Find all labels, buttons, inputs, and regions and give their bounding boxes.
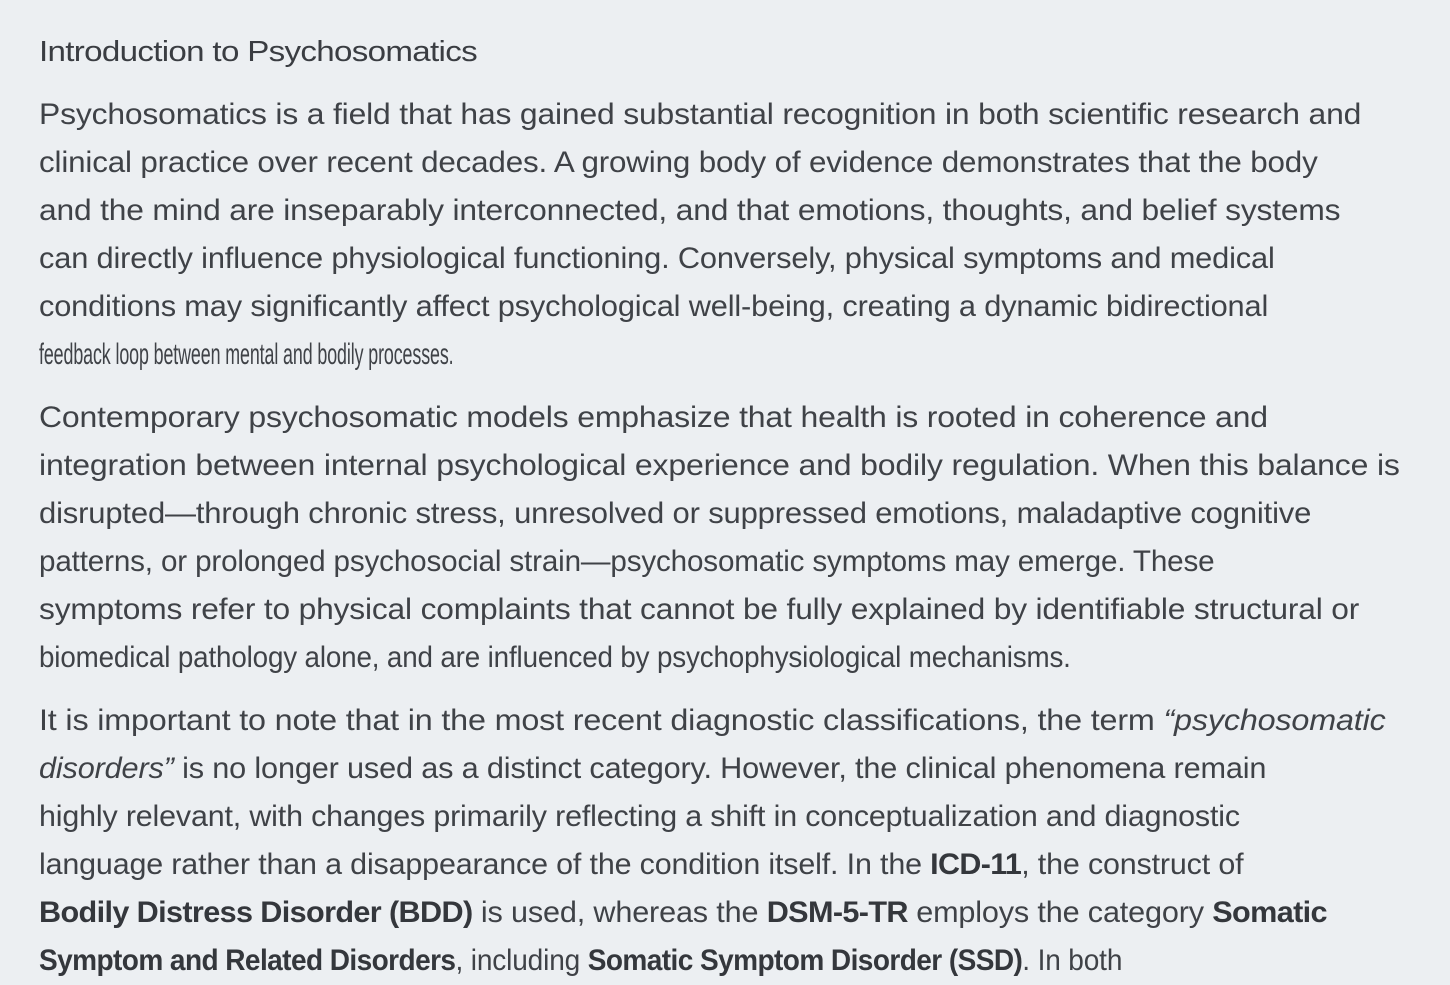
text-run: patterns, or prolonged psychosocial strain—psychosomatic symptoms may emerge. These: [39, 545, 1215, 578]
text-run: It is important to note that in the most recent diagnostic classifications, the term: [39, 704, 1164, 737]
text-run: language rather than a disappearance of the condition itself. In the: [39, 848, 931, 881]
text-line: [39, 442, 1400, 490]
text-run: integration between internal psychological experience and bodily regulation. When this balance is: [39, 449, 1400, 482]
text-run: , the construct of: [1021, 848, 1244, 881]
text-run: and the mind are inseparably interconnected, and that emotions, thoughts, and belief systems: [39, 194, 1341, 227]
text-line: [39, 139, 1341, 187]
text-run: clinical practice over recent decades. A growing body of evidence demonstrates that the body: [39, 146, 1318, 179]
text-line: [39, 538, 1299, 586]
bold-term: ICD-11: [930, 848, 1022, 881]
text-run: , including: [455, 944, 588, 977]
text-line: [39, 187, 1357, 235]
text-run: disrupted—through chronic stress, unresolved or suppressed emotions, maladaptive cognitive: [39, 497, 1312, 530]
bold-term: Symptom and Related Disorders: [39, 944, 456, 977]
text-line: [39, 937, 1219, 985]
text-line: [39, 697, 1399, 745]
section-heading: Introduction to Psychosomatics: [39, 36, 477, 68]
bold-term: Somatic Symptom Disorder (SSD): [587, 944, 1023, 977]
text-line: [39, 331, 779, 379]
text-run: feedback loop between mental and bodily processes.: [39, 338, 454, 371]
bold-term: Bodily Distress Disorder (BDD): [39, 896, 473, 929]
text-line: [39, 283, 1316, 331]
paragraph-2: [39, 394, 1400, 682]
bold-term: Somatic: [1212, 896, 1327, 929]
text-line: [39, 793, 1319, 841]
italic-term: disorders”: [39, 752, 174, 785]
text-line: [39, 235, 1317, 283]
text-run: biomedical pathology alone, and are influenced by psychophysiological mechanisms.: [39, 641, 1071, 674]
text-line: [39, 394, 1399, 442]
text-run: can directly influence physiological functioning. Conversely, physical symptoms and medical: [39, 242, 1275, 275]
text-run: employs the category: [907, 896, 1213, 929]
text-line: [39, 889, 1327, 937]
text-run: conditions may significantly affect psychological well-being, creating a dynamic bidirectional: [39, 290, 1269, 323]
text-line: [39, 841, 1320, 889]
paragraph-3: [39, 697, 1386, 985]
italic-term: “psychosomatic: [1163, 704, 1386, 737]
text-run: Psychosomatics is a field that has gained substantial recognition in both scientific research and: [39, 98, 1362, 131]
bold-term: DSM-5-TR: [766, 896, 908, 929]
text-run: symptoms refer to physical complaints that cannot be fully explained by identifiable structural or: [39, 593, 1360, 626]
text-run: . In both: [1022, 944, 1123, 977]
text-line: [39, 490, 1357, 538]
text-line: [39, 586, 1388, 634]
text-run: Contemporary psychosomatic models emphasize that health is rooted in coherence and: [39, 401, 1268, 434]
text-line: [39, 745, 1329, 793]
text-run: is used, whereas the: [472, 896, 767, 929]
text-run: is no longer used as a distinct category. However, the clinical phenomena remain: [173, 752, 1267, 785]
text-line: [39, 634, 1220, 682]
text-line: [39, 91, 1361, 139]
paragraph-1: [39, 91, 1362, 379]
text-run: highly relevant, with changes primarily reflecting a shift in conceptualization and diagnostic: [39, 800, 1240, 833]
